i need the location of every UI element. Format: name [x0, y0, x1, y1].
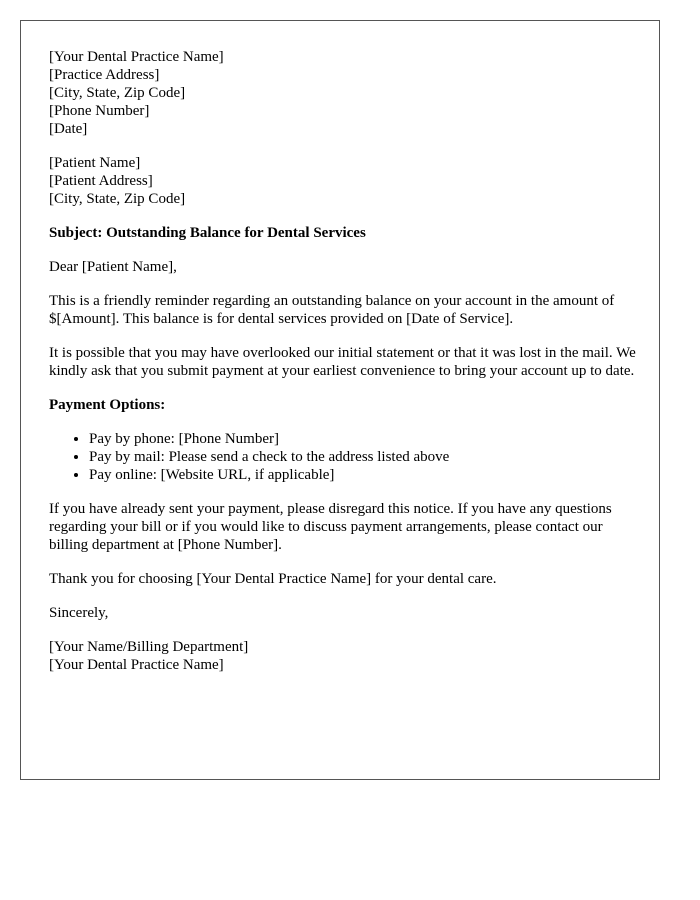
- salutation: Dear [Patient Name],: [49, 259, 177, 275]
- closing-word: Sincerely,: [49, 605, 109, 621]
- recipient-address: [Patient Address]: [49, 173, 153, 189]
- payment-option-online: • Pay online: [Website URL, if applicable]: [89, 466, 639, 484]
- recipient-name: [Patient Name]: [49, 155, 141, 171]
- letter-date: [Date]: [49, 121, 88, 137]
- recipient-address-block: [49, 154, 639, 208]
- payment-option-phone: • Pay by phone: [Phone Number]: [89, 430, 639, 448]
- signer-practice-name: [Your Dental Practice Name]: [49, 657, 224, 673]
- sender-address: [Practice Address]: [49, 67, 160, 83]
- paragraph-overlooked: It is possible that you may have overlooked our initial statement or that it was lost in the mail. We kindly ask that you submit payment at your earliest convenience to bring your account up to date.: [49, 345, 636, 379]
- sender-practice-name: [Your Dental Practice Name]: [49, 49, 224, 65]
- subject-line: Subject: Outstanding Balance for Dental Services: [49, 225, 366, 241]
- letter-body: [49, 48, 639, 690]
- recipient-city-state-zip: [City, State, Zip Code]: [49, 191, 186, 207]
- payment-option-mail: • Pay by mail: Please send a check to the address listed above: [89, 448, 639, 466]
- signature-block: [49, 638, 639, 674]
- paragraph-disregard: If you have already sent your payment, please disregard this notice. If you have any questions regarding your bill or if you would like to discuss payment arrangements, please contact our billing department at [Phone Number].: [49, 501, 612, 553]
- paragraph-reminder: This is a friendly reminder regarding an outstanding balance on your account in the amount of $[Amount]. This balance is for dental services provided on [Date of Service].: [49, 293, 615, 327]
- sender-phone: [Phone Number]: [49, 103, 150, 119]
- payment-options-list: [49, 430, 639, 484]
- sender-address-block: [49, 48, 639, 138]
- signer-name: [Your Name/Billing Department]: [49, 639, 249, 655]
- sender-city-state-zip: [City, State, Zip Code]: [49, 85, 186, 101]
- payment-options-heading: Payment Options:: [49, 397, 166, 413]
- paragraph-thanks: Thank you for choosing [Your Dental Practice Name] for your dental care.: [49, 571, 497, 587]
